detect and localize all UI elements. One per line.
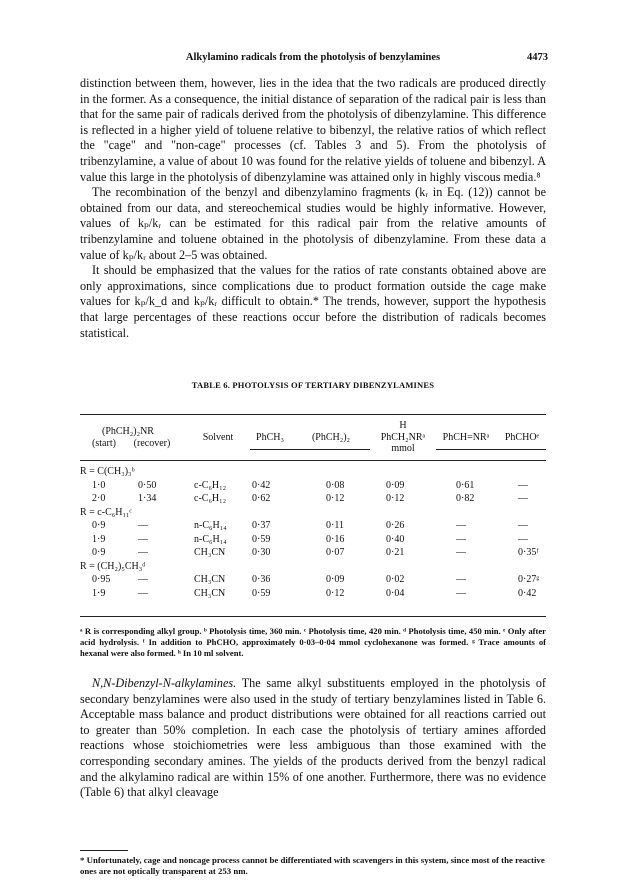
col-header-start: (start) — [92, 438, 116, 449]
cell-amine: 0·04 — [386, 587, 405, 599]
running-title: Alkylamino radicals from the photolysis of benzylamines — [185, 52, 441, 63]
paragraph: It should be emphasized that the values for the ratios of rate constants obtained above are only approximations, since complications due to product formation outside the cage make values for kₚ/k_d and kₚ/kᵣ difficult to obtain.* The trends, however, support the hypothesis that large percentages of these reactions occur before the distribution of radicals becomes statistical. — [80, 263, 546, 340]
upper-body-text — [80, 76, 546, 341]
cell-amine: 0·09 — [386, 479, 405, 491]
cell-aldehyde: 0·42 — [518, 587, 537, 599]
cell-bibenzyl: 0·09 — [326, 574, 345, 585]
data-table — [80, 396, 546, 616]
cell-start: 1·9 — [92, 587, 106, 599]
table-group-label: R = C(CH₃)₃ᵇ — [80, 466, 135, 477]
cell-aldehyde: — — [518, 520, 528, 531]
col-header-reactant: (PhCH₂)₂NR — [102, 426, 154, 437]
col-header-imine: PhCH=NRᵃ — [442, 432, 490, 443]
table-bottom-rule — [80, 616, 546, 617]
cell-toluene: 0·30 — [252, 547, 271, 558]
cell-start: 1·9 — [92, 533, 106, 545]
cell-toluene: 0·62 — [252, 493, 271, 504]
cell-imine: — — [456, 574, 466, 585]
cell-solvent: CH₃CN — [194, 547, 226, 558]
cell-solvent: n-C₆H₁₄ — [194, 520, 227, 531]
cell-solvent: c-C₆H₁₂ — [194, 479, 227, 491]
cell-toluene: 0·59 — [252, 533, 271, 545]
paragraph — [80, 676, 546, 801]
cell-recover: 0·50 — [138, 479, 157, 491]
paragraph: The recombination of the benzyl and dibenzylamino fragments (kᵣ in Eq. (12)) cannot be obtained from our data, and stereochemical studies would be highly informative. However, values of kₚ/kᵣ can be estimated for this radical pair from the relative amounts of tribenzylamine and toluene obtained in the photolysis of dibenzylamine. From these data a value of kₚ/kᵣ about 2–5 was obtained. — [80, 185, 546, 262]
col-header-amine: PhCH₂NRᵃ — [380, 432, 426, 443]
cell-recover: — — [138, 547, 148, 558]
cell-recover: 1·34 — [138, 493, 157, 504]
cell-start: 2·0 — [92, 493, 106, 504]
cell-imine: — — [456, 587, 466, 599]
col-header-h-marker: H — [399, 420, 407, 431]
cell-aldehyde: — — [518, 493, 528, 504]
cell-recover: — — [138, 520, 148, 531]
page-number: 4473 — [527, 52, 548, 63]
cell-bibenzyl: 0·08 — [326, 479, 345, 491]
cell-bibenzyl: 0·11 — [326, 520, 344, 531]
cell-solvent: CH₃CN — [194, 587, 226, 599]
cell-aldehyde: — — [518, 479, 528, 491]
cell-start: 0·9 — [92, 520, 106, 531]
col-header-aldehyde: PhCHOᵉ — [504, 432, 540, 443]
cell-start: 0·95 — [92, 574, 111, 585]
cell-toluene: 0·59 — [252, 587, 271, 599]
table-group-label: R = c-C₆H₁₁ᶜ — [80, 506, 132, 518]
cell-recover: — — [138, 574, 148, 585]
mmol-rule-left — [250, 449, 370, 450]
cell-toluene: 0·36 — [252, 574, 271, 585]
table-group-label: R = (CH₂)₅CH₃ᵈ — [80, 560, 146, 572]
cell-recover: — — [138, 533, 148, 545]
table-footnotes: ᵃ R is corresponding alkyl group. ᵇ Photolysis time, 360 min. ᶜ Photolysis time, 420 min. ᵈ Photolysis time, 450 min. ᵉ Only after acid hydrolysis. ᶠ In addition to PhCHO, approximately 0·03–0·04 mmol cyclohexanone was formed. ᵍ Trace amounts of hexanal were also formed. ʰ In 10 ml solvent. — [80, 626, 546, 658]
cell-aldehyde: 0·35ᶠ — [518, 547, 539, 558]
cell-amine: 0·12 — [386, 493, 405, 504]
cell-solvent: c-C₆H₁₂ — [194, 493, 227, 504]
cell-amine: 0·40 — [386, 533, 405, 545]
col-header-recover: (recover) — [133, 438, 171, 449]
cell-bibenzyl: 0·12 — [326, 493, 345, 504]
cell-toluene: 0·42 — [252, 479, 271, 491]
paragraph: distinction between them, however, lies in the idea that the two radicals are produced directly in the former. As a consequence, the initial distance of separation of the radical pair is less than that for the same pair of radicals derived from the photolysis of dibenzylamine. This difference is reflected in a higher yield of toluene relative to bibenzyl, the relative ratios of which reflect the "cage" and "non-cage" processes (cf. Tables 3 and 5). From the photolysis of tribenzylamine, a value of about 10 was found for the relative yields of toluene and bibenzyl. A value this large in the photolysis of dibenzylamine was attained only in highly viscous media.⁸ — [80, 76, 546, 184]
cell-imine: — — [456, 547, 466, 558]
cell-amine: 0·21 — [386, 547, 405, 558]
cell-solvent: CH₃CN — [194, 574, 226, 585]
footnote-separator — [80, 850, 128, 851]
col-header-toluene: PhCH₃ — [256, 432, 284, 443]
cell-imine: — — [456, 533, 466, 545]
mmol-rule-right — [436, 449, 546, 450]
cell-toluene: 0·37 — [252, 520, 271, 531]
cell-bibenzyl: 0·16 — [326, 533, 345, 545]
cell-imine: 0·61 — [456, 479, 475, 491]
cell-start: 0·9 — [92, 547, 106, 558]
cell-bibenzyl: 0·07 — [326, 547, 345, 558]
table-caption: TABLE 6. PHOTOLYSIS OF TERTIARY DIBENZYLAMINES — [191, 380, 435, 390]
cell-bibenzyl: 0·12 — [326, 587, 345, 599]
cell-start: 1·0 — [92, 479, 106, 491]
col-header-unit: mmol — [391, 443, 415, 454]
section-heading: N,N-Dibenzyl-N-alkylamines. — [92, 676, 237, 690]
cell-recover: — — [138, 587, 148, 599]
cell-aldehyde: — — [518, 533, 528, 545]
cell-amine: 0·02 — [386, 574, 405, 585]
cell-imine: — — [456, 520, 466, 531]
cell-amine: 0·26 — [386, 520, 405, 531]
paragraph-text: The same alkyl substituents employed in the photolysis of secondary benzylamines were also used in the study of tertiary benzylamines listed in Table 6. Acceptable mass balance and product distributions were obtained for all reactions carried out to greater than 50% completion. In each case the photolysis of tertiary amines afforded reactions whose stoichiometries were less ambiguous than those examined with the corresponding secondary amines. The yields of the products derived from the benzyl radical and the alkylamino radical are within 15% of one another. Furthermore, there was no evidence (Table 6) that alkyl cleavage — [80, 676, 546, 800]
col-header-bibenzyl: (PhCH₂)₂ — [311, 432, 351, 443]
table-top-rule — [80, 414, 546, 415]
lower-body-text — [80, 676, 546, 801]
col-header-solvent: Solvent — [202, 432, 234, 443]
cell-solvent: n-C₆H₁₄ — [194, 533, 227, 545]
cell-imine: 0·82 — [456, 493, 475, 504]
page-footnote: * Unfortunately, cage and noncage process cannot be differentiated with scavengers in this system, since most of the reactive ones are not optically transparent at 253 nm. — [80, 855, 545, 876]
table-header-rule — [80, 460, 546, 461]
cell-aldehyde: 0·27ᵍ — [518, 574, 540, 585]
